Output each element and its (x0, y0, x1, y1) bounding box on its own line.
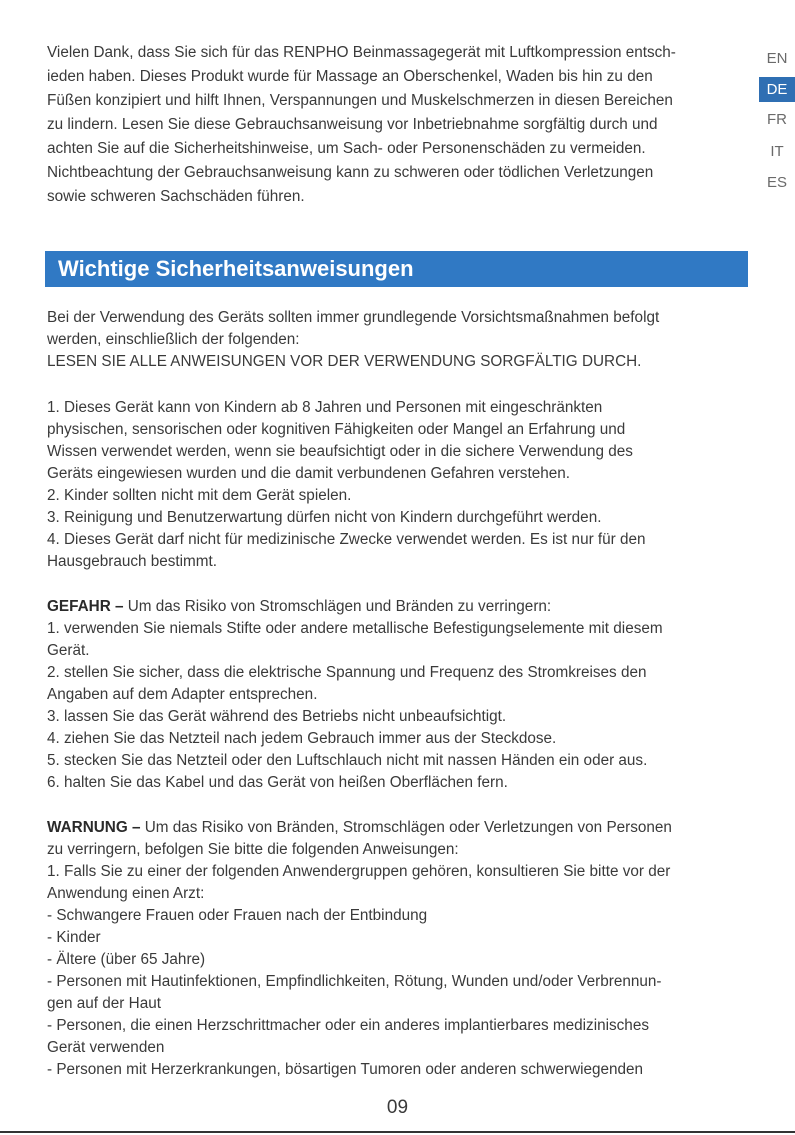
list-item: Angaben auf dem Adapter entsprechen. (47, 686, 318, 703)
list-item: 4. Dieses Gerät darf nicht für medizinische Zwecke verwendet werden. Es ist nur für den (47, 531, 646, 548)
intro-line: sowie schweren Sachschäden führen. (47, 188, 305, 205)
danger-heading (47, 596, 551, 617)
safety-intro-line: werden, einschließlich der folgenden: (47, 331, 300, 348)
warning-heading (47, 817, 672, 838)
list-item: 4. ziehen Sie das Netzteil nach jedem Gebrauch immer aus der Steckdose. (47, 730, 557, 747)
list-item: - Personen, die einen Herzschrittmacher oder ein anderes implantierbares medizinisches (47, 1017, 649, 1034)
list-item: 1. verwenden Sie niemals Stifte oder andere metallische Befestigungselemente mit diesem (47, 620, 663, 637)
intro-line: Vielen Dank, dass Sie sich für das RENPHO Beinmassagegerät mit Luftkompression entsch- (47, 44, 676, 61)
lang-tab-en[interactable]: EN (766, 50, 788, 67)
warning-text: Um das Risiko von Bränden, Stromschlägen oder Verletzungen von Personen (140, 819, 672, 836)
bottom-divider (0, 1131, 795, 1133)
section-banner (45, 251, 748, 287)
lang-tab-de[interactable]: DE (759, 77, 795, 102)
lang-tab-es[interactable]: ES (766, 174, 787, 191)
list-item: Gerät verwenden (47, 1039, 165, 1056)
page-number: 09 (386, 1097, 409, 1118)
list-item: Geräts eingewiesen wurden und die damit verbundenen Gefahren verstehen. (47, 465, 570, 482)
list-item: 1. Dieses Gerät kann von Kindern ab 8 Jahren und Personen mit eingeschränkten (47, 399, 603, 416)
section-title: Wichtige Sicherheitsanweisungen (58, 256, 414, 281)
intro-line: achten Sie auf die Sicherheitshinweise, um Sach- oder Personenschäden zu vermeiden. (47, 140, 646, 157)
lang-tab-it[interactable]: IT (770, 143, 784, 160)
list-item: - Ältere (über 65 Jahre) (47, 951, 206, 968)
danger-label: GEFAHR – (47, 598, 124, 615)
safety-intro-line: LESEN SIE ALLE ANWEISUNGEN VOR DER VERWENDUNG SORGFÄLTIG DURCH. (47, 353, 642, 370)
list-item: physischen, sensorischen oder kognitiven Fähigkeiten oder Mangel an Erfahrung und (47, 421, 626, 438)
lang-tab-fr[interactable]: FR (767, 111, 787, 128)
warning-label: WARNUNG – (47, 819, 141, 836)
list-item: 3. lassen Sie das Gerät während des Betriebs nicht unbeaufsichtigt. (47, 708, 507, 725)
intro-line: zu lindern. Lesen Sie diese Gebrauchsanweisung vor Inbetriebnahme sorgfältig durch und (47, 116, 658, 133)
danger-text: Um das Risiko von Stromschlägen und Bränden zu verringern: (123, 598, 552, 615)
list-item: - Schwangere Frauen oder Frauen nach der Entbindung (47, 907, 428, 924)
list-item: 3. Reinigung und Benutzerwartung dürfen nicht von Kindern durchgeführt werden. (47, 509, 602, 526)
intro-line: Nichtbeachtung der Gebrauchsanweisung kann zu schweren oder tödlichen Verletzungen (47, 164, 654, 181)
list-item: 1. Falls Sie zu einer der folgenden Anwendergruppen gehören, konsultieren Sie bitte vor der (47, 863, 671, 880)
list-item: Anwendung einen Arzt: (47, 885, 205, 902)
list-item: 2. stellen Sie sicher, dass die elektrische Spannung und Frequenz des Stromkreises den (47, 664, 647, 681)
intro-line: ieden haben. Dieses Produkt wurde für Massage an Oberschenkel, Waden bis hin zu den (47, 68, 653, 85)
list-item: - Personen mit Hautinfektionen, Empfindlichkeiten, Rötung, Wunden und/oder Verbrennun- (47, 973, 662, 990)
list-item: - Personen mit Herzerkrankungen, bösartigen Tumoren oder anderen schwerwiegenden (47, 1061, 644, 1078)
list-item: Wissen verwendet werden, wenn sie beaufsichtigt oder in die sichere Verwendung des (47, 443, 633, 460)
list-item: 2. Kinder sollten nicht mit dem Gerät spielen. (47, 487, 352, 504)
list-item: 5. stecken Sie das Netzteil oder den Luftschlauch nicht mit nassen Händen ein oder aus. (47, 752, 648, 769)
intro-line: Füßen konzipiert und hilft Ihnen, Verspannungen und Muskelschmerzen in diesen Bereichen (47, 92, 673, 109)
list-item: - Kinder (47, 929, 101, 946)
list-item: Gerät. (47, 642, 90, 659)
list-item: Hausgebrauch bestimmt. (47, 553, 218, 570)
list-item: 6. halten Sie das Kabel und das Gerät von heißen Oberflächen fern. (47, 774, 508, 791)
safety-intro-line: Bei der Verwendung des Geräts sollten immer grundlegende Vorsichtsmaßnahmen befolgt (47, 309, 660, 326)
list-item: gen auf der Haut (47, 995, 161, 1012)
list-item: zu verringern, befolgen Sie bitte die folgenden Anweisungen: (47, 841, 459, 858)
